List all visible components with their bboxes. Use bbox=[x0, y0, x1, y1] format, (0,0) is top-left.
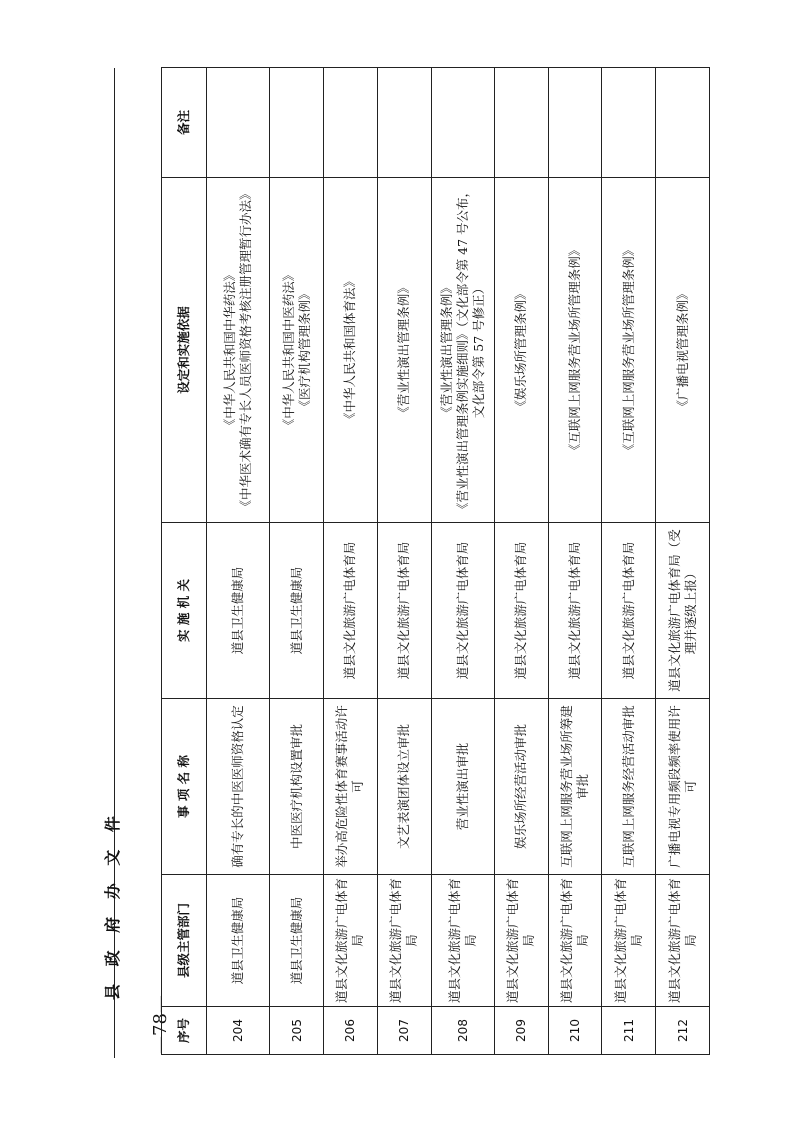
table-row bbox=[656, 68, 710, 1055]
cell-no: 205 bbox=[270, 1007, 324, 1055]
cell-dept: 道县文化旅游广电体育局 bbox=[656, 875, 710, 1007]
cell-dept: 道县卫生健康局 bbox=[207, 875, 270, 1007]
cell-item: 文艺表演团体设立审批 bbox=[377, 699, 431, 875]
col-header-note: 备注 bbox=[162, 68, 207, 178]
cell-basis: 《互联网上网服务营业场所管理条例》 bbox=[602, 178, 656, 523]
cell-no: 210 bbox=[548, 1007, 602, 1055]
cell-basis: 《中华人民共和国中华药法》 《中华医术确有专长人员医师资格考核注册管理暂行办法》 bbox=[207, 178, 270, 523]
cell-no: 211 bbox=[602, 1007, 656, 1055]
cell-agency: 道县文化旅游广电体育局 bbox=[431, 523, 494, 699]
cell-basis: 《广播电视管理条例》 bbox=[656, 178, 710, 523]
col-header-dept: 县级主管部门 bbox=[162, 875, 207, 1007]
cell-note bbox=[324, 68, 378, 178]
col-header-item: 事 项 名 称 bbox=[162, 699, 207, 875]
table-row bbox=[602, 68, 656, 1055]
cell-item: 中医医疗机构设置审批 bbox=[270, 699, 324, 875]
cell-item: 娱乐场所经营活动审批 bbox=[494, 699, 548, 875]
cell-no: 207 bbox=[377, 1007, 431, 1055]
table-header-row bbox=[162, 68, 207, 1055]
table-row bbox=[431, 68, 494, 1055]
cell-no: 212 bbox=[656, 1007, 710, 1055]
cell-dept: 道县文化旅游广电体育局 bbox=[431, 875, 494, 1007]
cell-item: 互联网上网服务经营活动审批 bbox=[602, 699, 656, 875]
cell-dept: 道县文化旅游广电体育局 bbox=[377, 875, 431, 1007]
cell-agency: 道县文化旅游广电体育局 bbox=[548, 523, 602, 699]
cell-note bbox=[377, 68, 431, 178]
cell-basis: 《娱乐场所管理条例》 bbox=[494, 178, 548, 523]
table-row bbox=[270, 68, 324, 1055]
approval-table bbox=[161, 67, 710, 1055]
cell-no: 209 bbox=[494, 1007, 548, 1055]
table-row bbox=[207, 68, 270, 1055]
header-title: 县 政 府 办 文 件 bbox=[103, 810, 122, 1000]
col-header-no: 序号 bbox=[162, 1007, 207, 1055]
cell-item: 营业性演出审批 bbox=[431, 699, 494, 875]
cell-agency: 道县卫生健康局 bbox=[270, 523, 324, 699]
cell-note bbox=[602, 68, 656, 178]
cell-agency: 道县卫生健康局 bbox=[207, 523, 270, 699]
table-row bbox=[548, 68, 602, 1055]
col-header-basis: 设定和实施依据 bbox=[162, 178, 207, 523]
cell-note bbox=[270, 68, 324, 178]
cell-dept: 道县文化旅游广电体育局 bbox=[548, 875, 602, 1007]
approval-table-wrap bbox=[161, 68, 710, 1055]
cell-basis: 《中华人民共和国体育法》 bbox=[324, 178, 378, 523]
cell-note bbox=[494, 68, 548, 178]
cell-dept: 道县文化旅游广电体育局 bbox=[324, 875, 378, 1007]
cell-item: 确有专长的中医医师资格认定 bbox=[207, 699, 270, 875]
cell-basis: 《互联网上网服务营业场所管理条例》 bbox=[548, 178, 602, 523]
cell-basis: 《营业性演出管理条例》 bbox=[377, 178, 431, 523]
table-row bbox=[324, 68, 378, 1055]
cell-note bbox=[431, 68, 494, 178]
cell-agency: 道县文化旅游广电体育局（受理并逐级上报） bbox=[656, 523, 710, 699]
cell-dept: 道县文化旅游广电体育局 bbox=[602, 875, 656, 1007]
cell-agency: 道县文化旅游广电体育局 bbox=[602, 523, 656, 699]
cell-no: 206 bbox=[324, 1007, 378, 1055]
cell-note bbox=[207, 68, 270, 178]
cell-agency: 道县文化旅游广电体育局 bbox=[324, 523, 378, 699]
table-row bbox=[494, 68, 548, 1055]
cell-dept: 道县卫生健康局 bbox=[270, 875, 324, 1007]
col-header-agency: 实 施 机 关 bbox=[162, 523, 207, 699]
cell-no: 204 bbox=[207, 1007, 270, 1055]
table-row bbox=[377, 68, 431, 1055]
cell-item: 广播电视专用频段频率使用许可 bbox=[656, 699, 710, 875]
cell-agency: 道县文化旅游广电体育局 bbox=[494, 523, 548, 699]
cell-agency: 道县文化旅游广电体育局 bbox=[377, 523, 431, 699]
cell-item: 举办高危险性体育赛事活动许可 bbox=[324, 699, 378, 875]
cell-basis: 《营业性演出管理条例》 《营业性演出管理条例实施细则》（文化部令第 47 号公布，文化部令第 57 号修正） bbox=[431, 178, 494, 523]
cell-dept: 道县文化旅游广电体育局 bbox=[494, 875, 548, 1007]
page-number: —78— bbox=[150, 995, 171, 1054]
cell-no: 208 bbox=[431, 1007, 494, 1055]
cell-note bbox=[548, 68, 602, 178]
cell-basis: 《中华人民共和国中医药法》 《医疗机构管理条例》 bbox=[270, 178, 324, 523]
cell-note bbox=[656, 68, 710, 178]
cell-item: 互联网上网服务营业场所筹建审批 bbox=[548, 699, 602, 875]
